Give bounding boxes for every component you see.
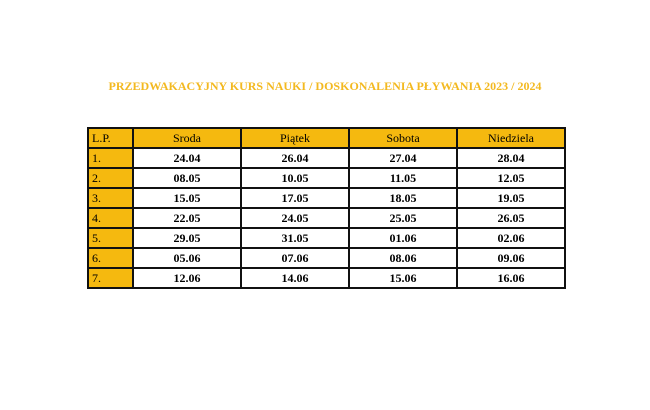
document-title: PRZEDWAKACYJNY KURS NAUKI / DOSKONALENIA PŁYWANIA 2023 / 2024 — [108, 79, 542, 93]
date-cell: 31.05 — [241, 228, 349, 248]
header-sunday: Niedziela — [457, 128, 565, 148]
date-cell: 08.05 — [133, 168, 241, 188]
date-cell: 10.05 — [241, 168, 349, 188]
header-saturday: Sobota — [349, 128, 457, 148]
date-cell: 18.05 — [349, 188, 457, 208]
date-cell: 14.06 — [241, 268, 349, 288]
header-wednesday: Sroda — [133, 128, 241, 148]
date-cell: 11.05 — [349, 168, 457, 188]
row-number: 7. — [88, 268, 133, 288]
schedule-table — [87, 127, 566, 289]
date-cell: 15.05 — [133, 188, 241, 208]
date-cell: 08.06 — [349, 248, 457, 268]
row-number: 5. — [88, 228, 133, 248]
date-cell: 19.05 — [457, 188, 565, 208]
date-cell: 05.06 — [133, 248, 241, 268]
table-row — [88, 208, 565, 228]
date-cell: 26.05 — [457, 208, 565, 228]
table-row — [88, 268, 565, 288]
table-row — [88, 188, 565, 208]
table-row — [88, 148, 565, 168]
table-row — [88, 168, 565, 188]
date-cell: 29.05 — [133, 228, 241, 248]
date-cell: 07.06 — [241, 248, 349, 268]
date-cell: 16.06 — [457, 268, 565, 288]
date-cell: 27.04 — [349, 148, 457, 168]
date-cell: 26.04 — [241, 148, 349, 168]
date-cell: 28.04 — [457, 148, 565, 168]
row-number: 3. — [88, 188, 133, 208]
date-cell: 24.05 — [241, 208, 349, 228]
date-cell: 22.05 — [133, 208, 241, 228]
header-friday: Piątek — [241, 128, 349, 148]
row-number: 4. — [88, 208, 133, 228]
table-row — [88, 248, 565, 268]
row-number: 2. — [88, 168, 133, 188]
date-cell: 17.05 — [241, 188, 349, 208]
table-header-row — [88, 128, 565, 148]
date-cell: 12.06 — [133, 268, 241, 288]
date-cell: 12.05 — [457, 168, 565, 188]
date-cell: 15.06 — [349, 268, 457, 288]
row-number: 6. — [88, 248, 133, 268]
date-cell: 01.06 — [349, 228, 457, 248]
date-cell: 25.05 — [349, 208, 457, 228]
date-cell: 24.04 — [133, 148, 241, 168]
date-cell: 09.06 — [457, 248, 565, 268]
row-number: 1. — [88, 148, 133, 168]
date-cell: 02.06 — [457, 228, 565, 248]
table-row — [88, 228, 565, 248]
header-lp: L.P. — [88, 128, 133, 148]
